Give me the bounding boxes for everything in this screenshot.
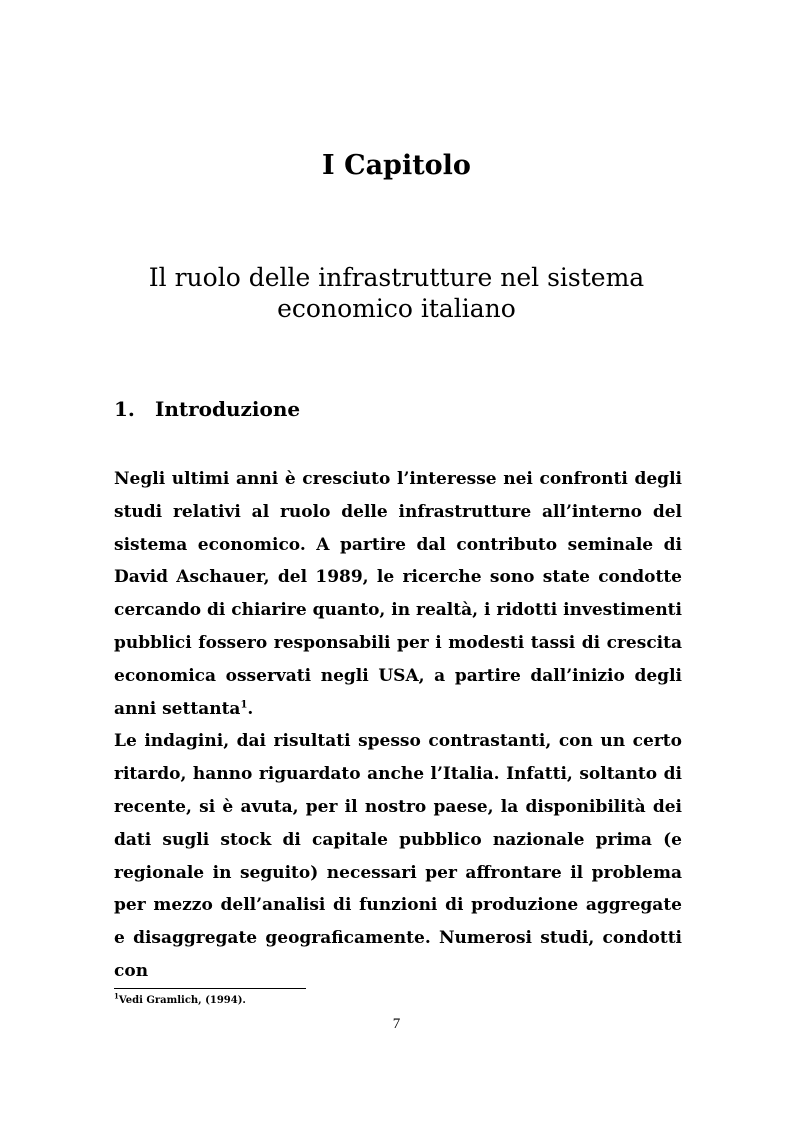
section-number: 1.: [114, 397, 135, 421]
section-heading: [114, 397, 300, 421]
page-number: 7: [392, 1016, 401, 1032]
footnote: [114, 991, 246, 1006]
footnote-text: Vedi Gramlich, (1994).: [118, 995, 246, 1006]
footnote-marker: 1: [114, 991, 119, 1001]
paragraph-1-text: Negli ultimi anni è cresciuto l’interesse nei confronti degli studi relativi al ruolo delle infrastrutture all’interno del sistema economico. A partire dal contributo seminale di David Aschauer, del 1989, le ricerche sono state condotte cercando di chiarire quanto, in realtà, i ridotti investimenti pubblici fossero responsabili per i modesti tassi di crescita economica osservati negli USA, a partire dall’inizio degli anni settanta: [114, 469, 682, 719]
chapter-subtitle: Il ruolo delle infrastrutture nel sistema economico italiano: [148, 263, 645, 323]
footnote-separator: [114, 988, 306, 989]
paragraph-1-end: .: [247, 698, 254, 719]
footnote-reference[interactable]: 1: [240, 698, 248, 710]
paragraph-1: [114, 463, 682, 725]
section-title: Introduzione: [155, 397, 301, 421]
chapter-title: I Capitolo: [322, 150, 471, 181]
paragraph-2: Le indagini, dai risultati spesso contrastanti, con un certo ritardo, hanno riguardato anche l’Italia. Infatti, soltanto di recente, si è avuta, per il nostro paese, la disponibilità dei dati sugli stock di capitale pubblico nazionale prima (e regionale in seguito) necessari per affrontare il problema per mezzo dell’analisi di funzioni di produzione aggregate e disaggregate geograficamente. Numerosi studi, condotti con: [114, 731, 682, 981]
body-text: [114, 463, 682, 988]
